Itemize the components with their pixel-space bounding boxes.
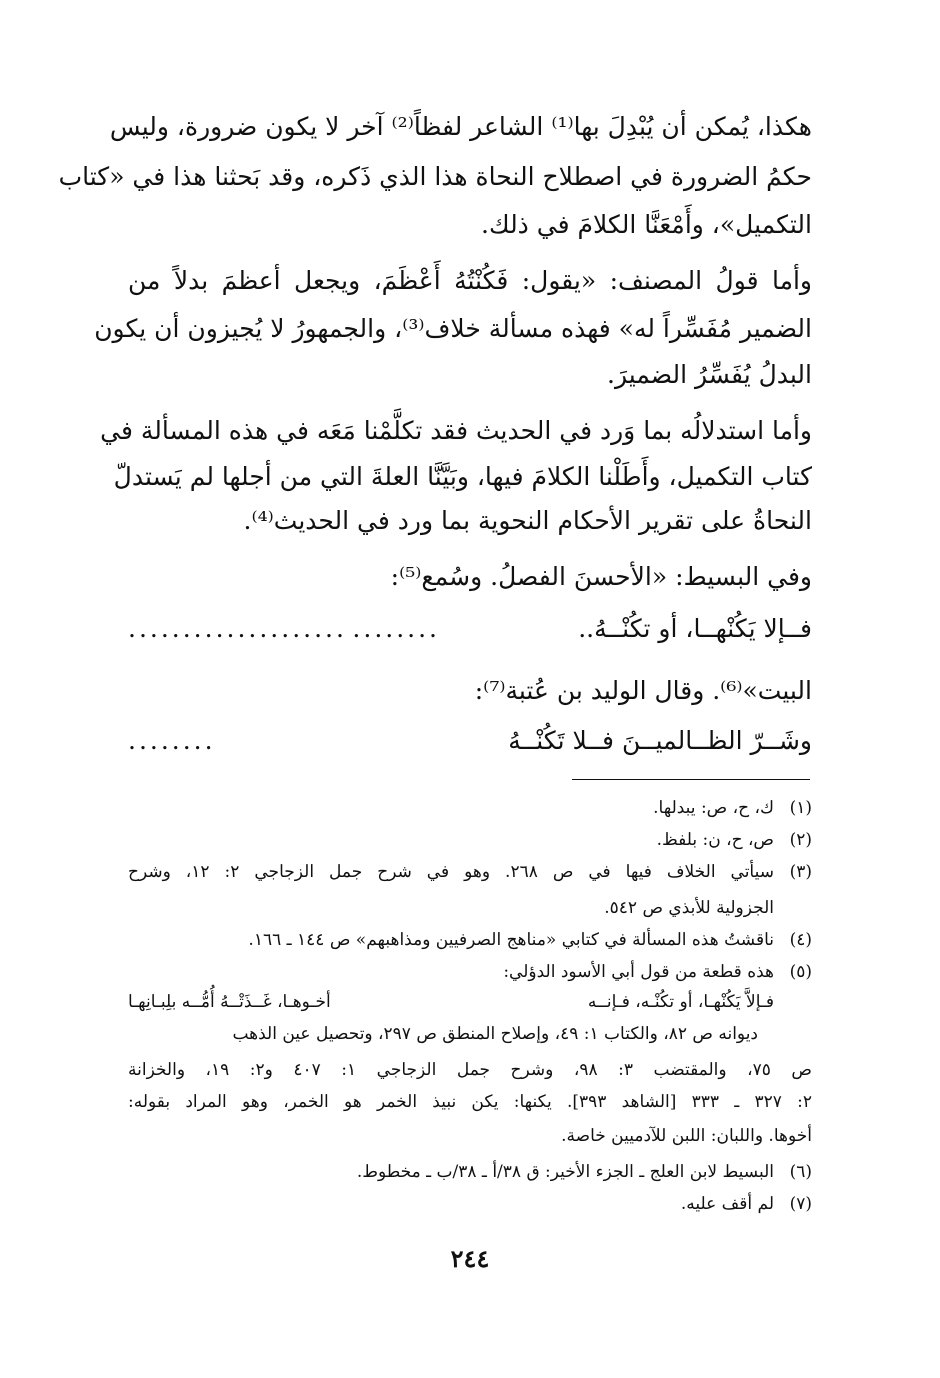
verse-dots: .................... <box>128 614 347 643</box>
verse-hemistich: أخـوهـا، غَــذَتْــهُ أُمُّــه بلِبـانِهـا <box>128 992 331 1012</box>
footnote-text: هذه قطعة من قول أبي الأسود الدؤلي: <box>503 962 774 982</box>
footnote-text: لم أقف عليه. <box>680 1194 774 1214</box>
bayt-line: البيت»⁽⁶⁾. وقال الوليد بن عُتبة⁽⁷⁾: <box>474 676 812 705</box>
basit-quote-line: وفي البسيط: «الأحسنَ الفصلُ. وسُمع⁽⁵⁾: <box>390 562 812 591</box>
text-line: الضمير مُفَسِّراً له» فهذه مسألة خلاف⁽³⁾، والجمهورُ لا يُجيزون أن يكون <box>94 314 812 343</box>
footnote-text: البسيط لابن العلج ـ الجزء الأخير: ق ٣٨/أ ـ ٣٨/ب ـ مخطوط. <box>356 1162 774 1182</box>
verse-1 <box>128 614 812 648</box>
text-line: التكميل»، وأَمْعَنَّا الكلامَ في ذلك. <box>481 210 812 239</box>
footnote-separator <box>572 779 810 780</box>
footnote-number: (٣) <box>789 862 812 882</box>
footnote-text: ناقشتُ هذه المسألة في كتابي «مناهج الصرفيين ومذاهبهم» ص ١٤٤ ـ ١٦٦. <box>248 930 774 950</box>
footnote-number: (٢) <box>789 830 812 850</box>
text-line: كتاب التكميل، وأَطَلْنا الكلامَ فيها، وبَيَّنَّا العلةَ التي من أجلها لم يَستدلّ <box>113 462 812 491</box>
text-line: حكمُ الضرورة في اصطلاح النحاة هذا الذي ذَكره، وقد بَحثنا هذا في «كتاب <box>58 162 812 191</box>
footnote-number: (١) <box>789 798 812 818</box>
footnote-continuation: ٢: ٣٢٧ ـ ٣٣٣ [الشاهد ٣٩٣]. يكنها: يكن نبيذ الخمر هو الخمر، وهو المراد بقوله: <box>128 1092 812 1112</box>
footnote-text: ك، ح، ص: يبدلها. <box>653 798 774 818</box>
footnote-number: (٧) <box>789 1194 812 1214</box>
verse-dots: ........ <box>352 614 440 643</box>
footnote-text: سيأتي الخلاف فيها في ص ٢٦٨. وهو في شرح جمل الزجاجي ٢: ١٢، وشرح <box>128 862 774 882</box>
verse-dots: ........ <box>128 726 216 755</box>
text-line: وأما استدلالُه بما وَرد في الحديث فقد تكلَّمْنا مَعَه في هذه المسألة في <box>100 416 812 445</box>
footnote-number: (٤) <box>789 930 812 950</box>
verse-hemistich: وشَــرّ الظــالميــنَ فــلا تَكُنْــهُ <box>508 726 812 755</box>
verse-hemistich: فــإلا يَكُنْهــا، أو تكُنْــهُ.. <box>578 614 812 643</box>
verse-2 <box>128 726 812 760</box>
text-line: النحاةُ على تقرير الأحكام النحوية بما ورد في الحديث⁽⁴⁾. <box>243 506 812 535</box>
footnote-number: (٥) <box>789 962 812 982</box>
footnote-continuation: ص ٧٥، والمقتضب ٣: ٩٨، وشرح جمل الزجاجي ١: ٤٠٧ و٢: ١٩، والخزانة <box>128 1060 812 1080</box>
text-line: هكذا، يُمكن أن يُبْدِلَ بها⁽¹⁾ الشاعر لفظاً⁽²⁾ آخر لا يكون ضرورة، وليس <box>109 112 812 141</box>
footnote-continuation: الجزولية للأبذي ص ٥٤٢. <box>604 898 774 918</box>
text-line: البدلُ يُفَسِّرُ الضميرَ. <box>607 360 812 389</box>
footnote-continuation: ديوانه ص ٨٢، والكتاب ١: ٤٩، وإصلاح المنطق ص ٢٩٧، وتحصيل عين الذهب <box>232 1024 758 1044</box>
footnote-text: ص، ح، ن: بلفظ. <box>656 830 774 850</box>
footnote-continuation: أخوها. واللبان: اللبن للآدميين خاصة. <box>561 1126 812 1146</box>
page-number: ٢٤٤ <box>450 1244 490 1273</box>
footnote-number: (٦) <box>789 1162 812 1182</box>
verse-hemistich: فـإلاَّ يَكُنْهـا، أو تكُنْـه، فـإنــه <box>587 992 774 1012</box>
text-line: وأما قولُ المصنف: «يقول: فَكُنْتُهُ أَعْظَمَ، ويجعل أعظمَ بدلاً من <box>128 266 812 295</box>
